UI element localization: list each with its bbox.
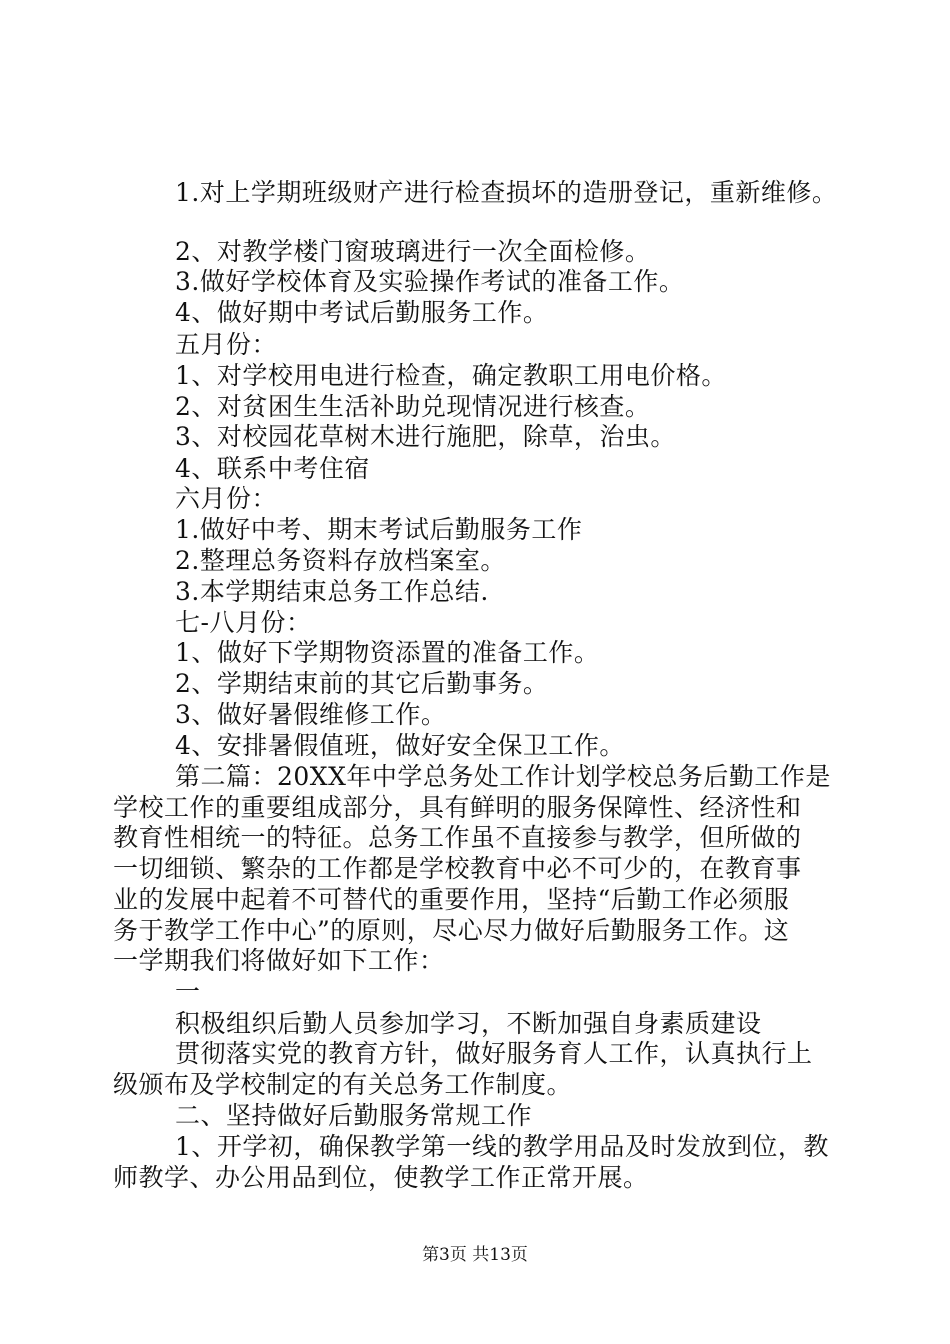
text-line: 2.整理总务资料存放档案室。: [175, 546, 506, 575]
text-line: 师教学、办公用品到位，使教学工作正常开展。: [113, 1163, 649, 1192]
text-line: 一切细锁、繁杂的工作都是学校教育中必不可少的，在教育事: [113, 854, 802, 883]
text-line: 3.本学期结束总务工作总结.: [175, 577, 489, 606]
text-line: 4、联系中考住宿: [175, 454, 370, 483]
text-line: 教育性相统一的特征。总务工作虽不直接参与教学，但所做的: [113, 823, 802, 852]
text-line: 4、安排暑假值班，做好安全保卫工作。: [175, 731, 625, 760]
article-title-line: 第二篇：20XX年中学总务处工作计划学校总务后勤工作是: [175, 762, 831, 791]
section-heading-two: 二、坚持做好后勤服务常规工作: [175, 1101, 533, 1130]
section-heading-june: 六月份：: [175, 484, 278, 513]
text-line: 2、对贫困生生活补助兑现情况进行核查。: [175, 392, 651, 421]
section-heading-one: 积极组织后勤人员参加学习，不断加强自身素质建设: [175, 1009, 762, 1038]
text-line: 2、对教学楼门窗玻璃进行一次全面检修。: [175, 237, 651, 266]
text-line: 4、做好期中考试后勤服务工作。: [175, 298, 549, 327]
text-line: 贯彻落实党的教育方针，做好服务育人工作，认真执行上: [175, 1039, 813, 1068]
text-line: 务于教学工作中心”的原则，尽心尽力做好后勤服务工作。这: [113, 916, 790, 945]
section-heading-july-august: 七-八月份：: [175, 608, 312, 637]
section-heading-may: 五月份：: [175, 330, 278, 359]
text-line: 1.对上学期班级财产进行检查损坏的造册登记，重新维修。: [175, 178, 838, 207]
text-line: 1、对学校用电进行检查，确定教职工用电价格。: [175, 361, 727, 390]
text-line: 级颁布及学校制定的有关总务工作制度。: [113, 1070, 573, 1099]
text-line: 3、对校园花草树木进行施肥，除草，治虫。: [175, 422, 676, 451]
text-line: 2、学期结束前的其它后勤事务。: [175, 669, 549, 698]
text-line: 一学期我们将做好如下工作：: [113, 946, 445, 975]
text-line: 3、做好暑假维修工作。: [175, 700, 447, 729]
text-line: 1.做好中考、期末考试后勤服务工作: [175, 515, 583, 544]
text-line: 1、做好下学期物资添置的准备工作。: [175, 638, 600, 667]
page-number-footer: 第3页 共13页: [422, 1245, 528, 1265]
section-number-one: 一: [175, 977, 201, 1006]
text-line: 3.做好学校体育及实验操作考试的准备工作。: [175, 267, 685, 296]
text-line: 业的发展中起着不可替代的重要作用，坚持“后勤工作必须服: [113, 885, 790, 914]
text-line: 学校工作的重要组成部分，具有鲜明的服务保障性、经济性和: [113, 793, 802, 822]
text-line: 1、开学初，确保教学第一线的教学用品及时发放到位，教: [175, 1132, 829, 1161]
